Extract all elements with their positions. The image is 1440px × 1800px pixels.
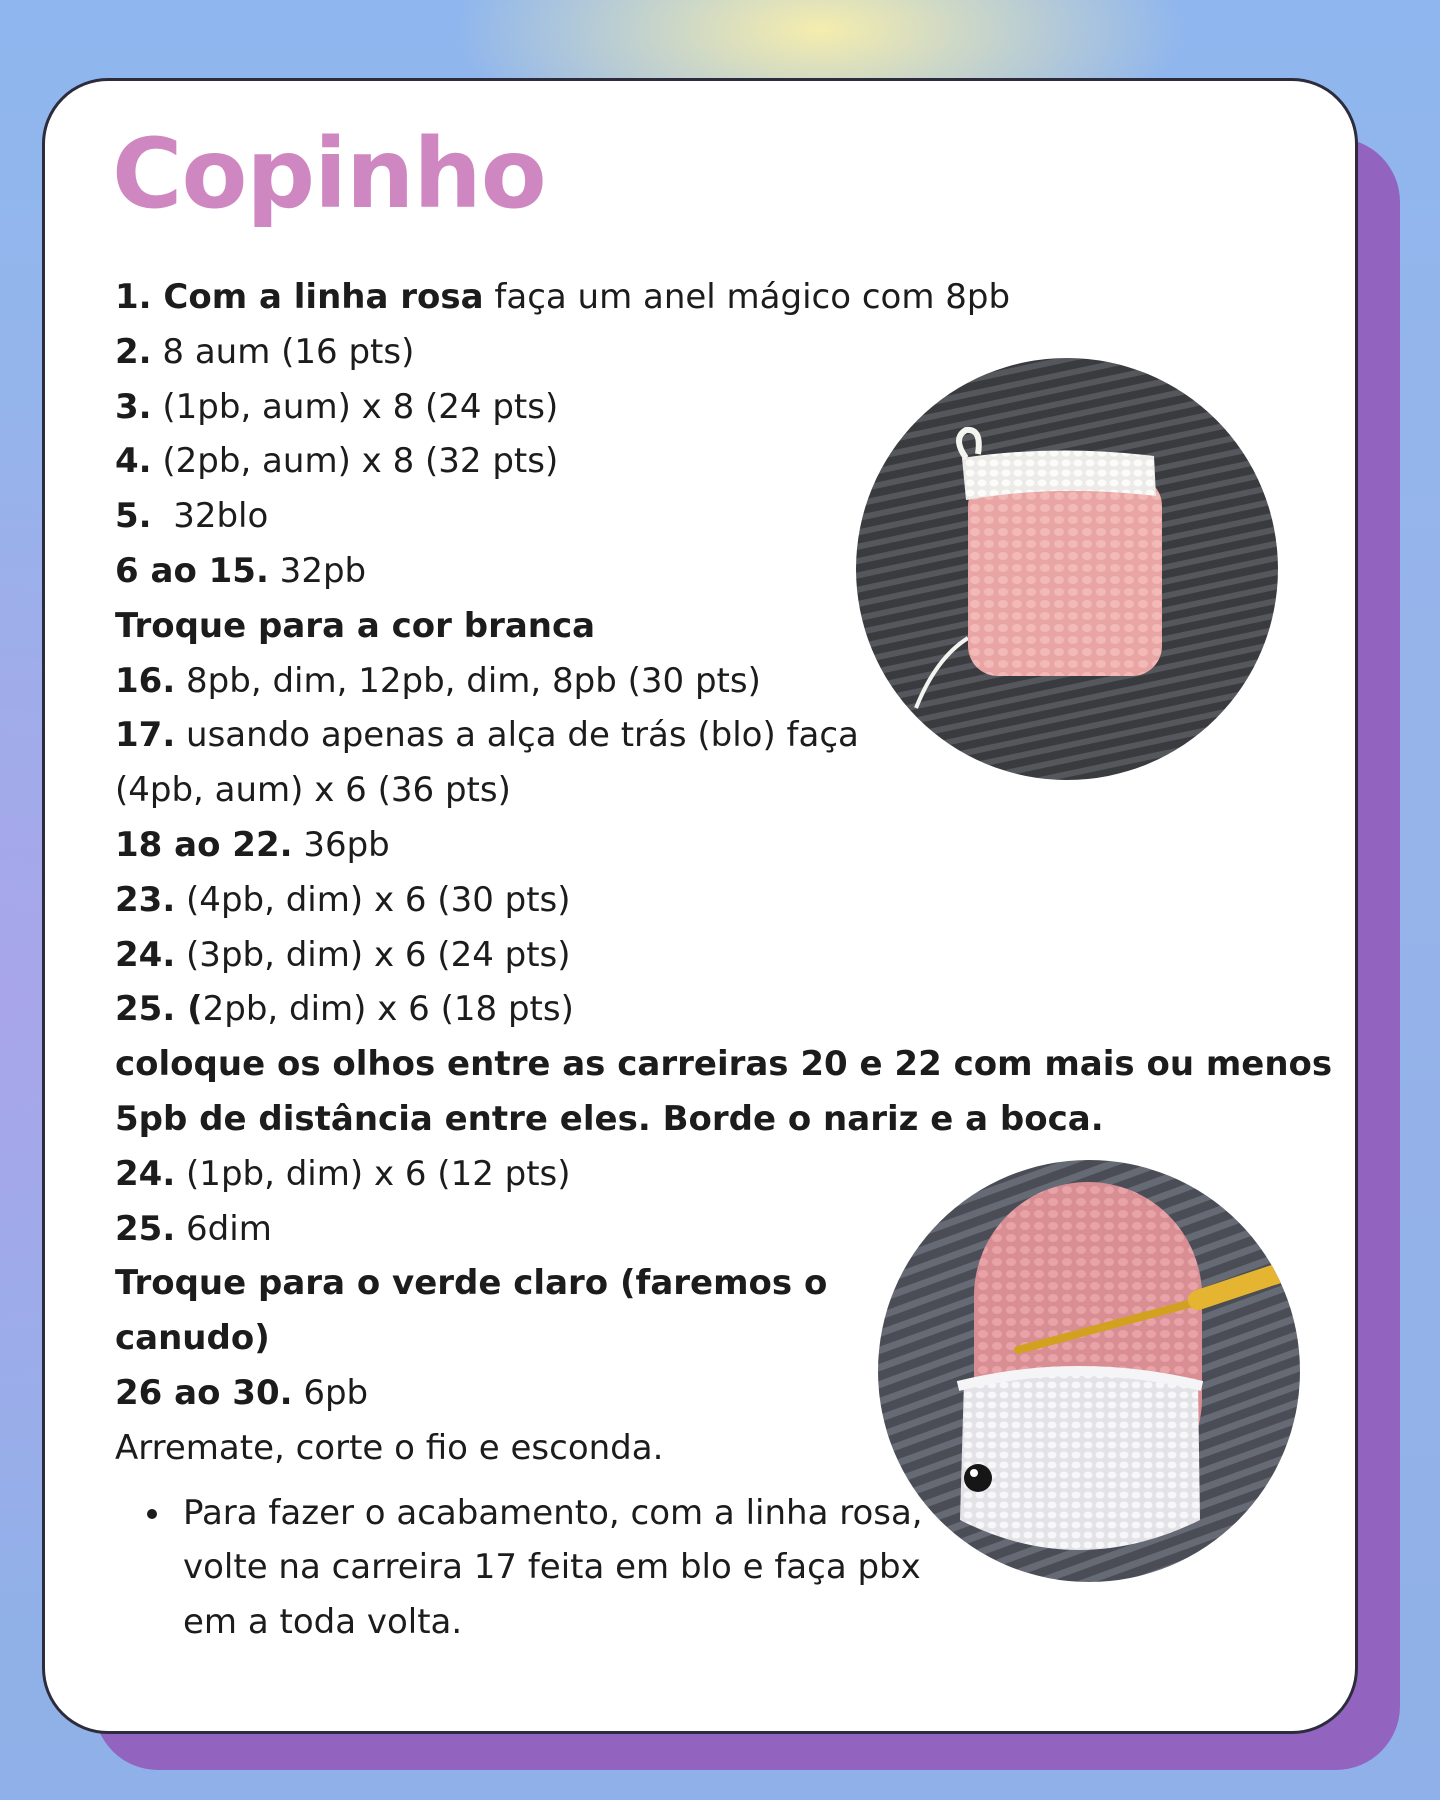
step-text: (1pb, aum) x 8 (24 pts) [151, 386, 559, 427]
step-text: 36pb [292, 824, 390, 865]
step-number: 6 ao 15. [115, 550, 269, 591]
step-number: 25. ( [115, 989, 203, 1030]
step-number: 24. [115, 934, 176, 975]
step-line [115, 270, 1255, 325]
step-continuation: (4pb, aum) x 6 (36 pts) [115, 770, 511, 811]
step-number: 2. [115, 331, 152, 372]
step-number: 24. [115, 1153, 176, 1194]
bullet-dot-icon [147, 1509, 157, 1519]
eyes-instruction: coloque os olhos entre as carreiras 20 e 22 com mais ou menos [115, 1044, 1333, 1085]
step-text: 8 aum (16 pts) [151, 331, 415, 372]
step-text: 32pb [268, 550, 367, 591]
step-text: 2pb, dim) x 6 (18 pts) [202, 989, 574, 1030]
step-number: 26 ao 30. [115, 1372, 293, 1413]
bullet-text: Para fazer o acabamento, com a linha rosa, volte na carreira 17 feita em blo e faça pbx em a toda volta. [183, 1492, 923, 1643]
step-text: usando apenas a alça de trás (blo) faça [175, 715, 859, 756]
step-number: 23. [115, 879, 176, 920]
step-text: (2pb, aum) x 8 (32 pts) [151, 441, 559, 482]
step-line [115, 982, 1255, 1037]
step-number: 5. [115, 496, 152, 537]
step-number: 17. [115, 715, 176, 756]
step-text: 32blo [151, 496, 269, 537]
eyes-instruction: 5pb de distância entre eles. Borde o nariz e a boca. [115, 1098, 1104, 1139]
step-text: 6dim [175, 1208, 272, 1249]
step-text: (1pb, dim) x 6 (12 pts) [175, 1153, 571, 1194]
finish-line: Arremate, corte o fio e esconda. [115, 1427, 664, 1468]
cup-body-photo [856, 358, 1278, 780]
color-change-instruction: Troque para o verde claro (faremos o [115, 1263, 828, 1304]
step-text: faça um anel mágico com 8pb [483, 277, 1011, 317]
step-number: 4. [115, 441, 152, 482]
step-number: 3. [115, 386, 152, 427]
step-line [115, 873, 1255, 928]
step-text: 6pb [292, 1372, 369, 1413]
step-text: 8pb, dim, 12pb, dim, 8pb (30 pts) [175, 660, 761, 701]
bullet-item [115, 1486, 963, 1650]
step-number: 18 ao 22. [115, 824, 293, 865]
step-number: 25. [115, 1208, 176, 1249]
color-change-instruction: Troque para a cor branca [115, 605, 596, 646]
step-bold-text: Com a linha rosa [151, 277, 484, 317]
color-change-instruction: canudo) [115, 1318, 270, 1359]
cup-finishing-photo [878, 1160, 1300, 1582]
step-text: (3pb, dim) x 6 (24 pts) [175, 934, 571, 975]
step-line [115, 818, 1255, 873]
step-text: (4pb, dim) x 6 (30 pts) [175, 879, 571, 920]
step-line [115, 928, 1255, 983]
step-number: 1. [115, 277, 152, 317]
step-number: 16. [115, 660, 176, 701]
page-title: Copinho [112, 118, 546, 230]
